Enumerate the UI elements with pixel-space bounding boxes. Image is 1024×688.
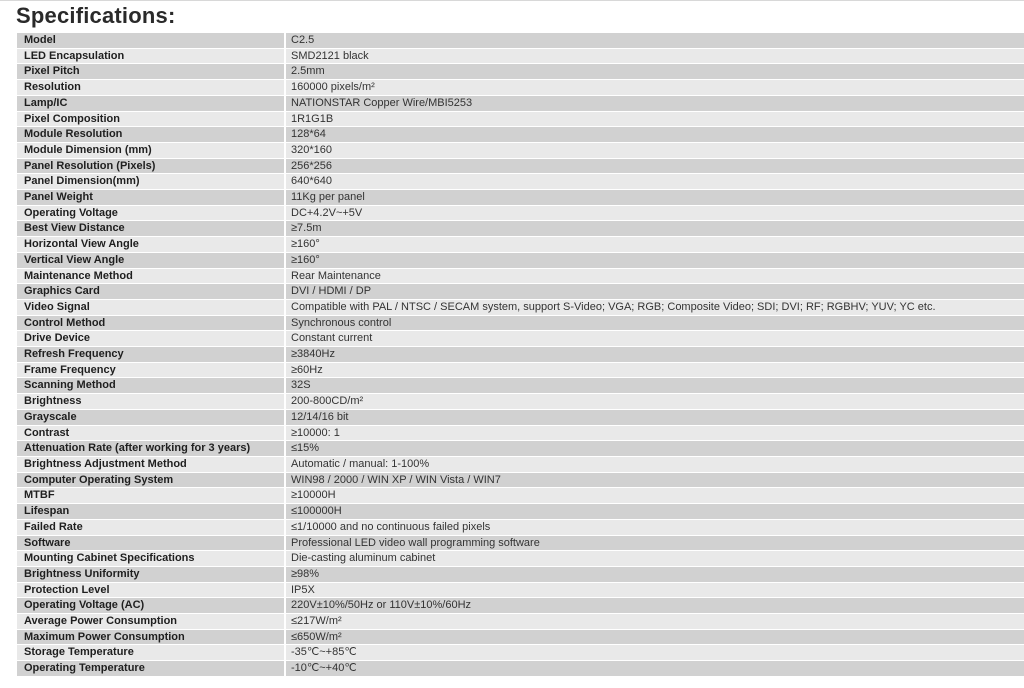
table-row [17,158,1024,174]
spec-value: 128*64 [285,127,1024,143]
spec-value: WIN98 / 2000 / WIN XP / WIN Vista / WIN7 [285,472,1024,488]
top-divider [0,0,1024,1]
spec-value: SMD2121 black [285,48,1024,64]
spec-label: Operating Temperature [17,661,285,677]
spec-label: Software [17,535,285,551]
spec-value: Professional LED video wall programming software [285,535,1024,551]
spec-label: Drive Device [17,331,285,347]
table-row [17,362,1024,378]
spec-value: ≥10000: 1 [285,425,1024,441]
spec-label: Model [17,33,285,48]
spec-label: Grayscale [17,409,285,425]
table-row [17,80,1024,96]
spec-value: 11Kg per panel [285,190,1024,206]
spec-label: Vertical View Angle [17,252,285,268]
spec-value: Constant current [285,331,1024,347]
spec-label: Panel Dimension(mm) [17,174,285,190]
spec-label: Panel Resolution (Pixels) [17,158,285,174]
table-row [17,221,1024,237]
table-row [17,142,1024,158]
spec-label: Operating Voltage [17,205,285,221]
spec-label: Horizontal View Angle [17,237,285,253]
table-row [17,111,1024,127]
table-row [17,661,1024,677]
spec-label: Failed Rate [17,519,285,535]
spec-label: Lifespan [17,504,285,520]
spec-value: ≤217W/m² [285,614,1024,630]
spec-value: 256*256 [285,158,1024,174]
table-row [17,127,1024,143]
specifications-table-body [17,33,1024,676]
spec-value: DVI / HDMI / DP [285,284,1024,300]
spec-value: 32S [285,378,1024,394]
table-row [17,598,1024,614]
spec-label: Lamp/IC [17,95,285,111]
spec-value: 12/14/16 bit [285,409,1024,425]
spec-value: ≥3840Hz [285,347,1024,363]
specifications-table [17,33,1024,677]
table-row [17,645,1024,661]
spec-label: Brightness Adjustment Method [17,456,285,472]
table-row [17,299,1024,315]
table-row [17,378,1024,394]
spec-value: ≥160° [285,237,1024,253]
spec-label: Mounting Cabinet Specifications [17,551,285,567]
spec-label: Control Method [17,315,285,331]
table-row [17,566,1024,582]
table-row [17,488,1024,504]
table-row [17,95,1024,111]
spec-label: Brightness Uniformity [17,566,285,582]
table-row [17,409,1024,425]
page-title: Specifications: [16,3,176,28]
spec-value: ≥160° [285,252,1024,268]
table-row [17,315,1024,331]
spec-label: Protection Level [17,582,285,598]
table-row [17,190,1024,206]
spec-value: 320*160 [285,142,1024,158]
table-row [17,284,1024,300]
spec-value: 200-800CD/m² [285,394,1024,410]
spec-label: Maximum Power Consumption [17,629,285,645]
spec-label: Module Resolution [17,127,285,143]
table-row [17,535,1024,551]
table-row [17,614,1024,630]
table-row [17,237,1024,253]
spec-value: ≥7.5m [285,221,1024,237]
spec-label: Pixel Composition [17,111,285,127]
table-row [17,551,1024,567]
table-row [17,331,1024,347]
spec-value: Rear Maintenance [285,268,1024,284]
spec-value: Compatible with PAL / NTSC / SECAM system, support S-Video; VGA; RGB; Composite Video; SDI; DVI; RF; RGBHV; YUV; YC etc. [285,299,1024,315]
spec-label: Video Signal [17,299,285,315]
spec-label: Maintenance Method [17,268,285,284]
table-row [17,472,1024,488]
table-row [17,33,1024,48]
spec-value: Die-casting aluminum cabinet [285,551,1024,567]
table-row [17,425,1024,441]
spec-value: ≤1/10000 and no continuous failed pixels [285,519,1024,535]
spec-label: Scanning Method [17,378,285,394]
spec-label: Brightness [17,394,285,410]
spec-label: MTBF [17,488,285,504]
spec-label: Best View Distance [17,221,285,237]
spec-value: 160000 pixels/m² [285,80,1024,96]
table-row [17,394,1024,410]
table-row [17,174,1024,190]
spec-value: Automatic / manual: 1-100% [285,456,1024,472]
spec-value: 640*640 [285,174,1024,190]
spec-label: Refresh Frequency [17,347,285,363]
spec-value: ≥60Hz [285,362,1024,378]
table-row [17,268,1024,284]
spec-label: Pixel Pitch [17,64,285,80]
table-row [17,205,1024,221]
table-row [17,504,1024,520]
spec-value: 2.5mm [285,64,1024,80]
spec-label: Contrast [17,425,285,441]
table-row [17,582,1024,598]
spec-value: DC+4.2V~+5V [285,205,1024,221]
spec-value: ≤100000H [285,504,1024,520]
spec-value: NATIONSTAR Copper Wire/MBI5253 [285,95,1024,111]
spec-label: Panel Weight [17,190,285,206]
spec-label: Operating Voltage (AC) [17,598,285,614]
table-row [17,252,1024,268]
spec-value: -10℃~+40℃ [285,661,1024,677]
table-row [17,48,1024,64]
spec-label: Graphics Card [17,284,285,300]
spec-label: Resolution [17,80,285,96]
spec-value: 220V±10%/50Hz or 110V±10%/60Hz [285,598,1024,614]
spec-value: C2.5 [285,33,1024,48]
spec-value: IP5X [285,582,1024,598]
spec-value: ≥10000H [285,488,1024,504]
table-row [17,629,1024,645]
spec-label: Attenuation Rate (after working for 3 years) [17,441,285,457]
table-row [17,456,1024,472]
table-row [17,519,1024,535]
spec-value: ≤650W/m² [285,629,1024,645]
table-row [17,441,1024,457]
spec-label: LED Encapsulation [17,48,285,64]
spec-value: 1R1G1B [285,111,1024,127]
spec-value: ≤15% [285,441,1024,457]
spec-label: Frame Frequency [17,362,285,378]
table-row [17,347,1024,363]
spec-label: Average Power Consumption [17,614,285,630]
table-row [17,64,1024,80]
spec-value: -35℃~+85℃ [285,645,1024,661]
spec-label: Computer Operating System [17,472,285,488]
spec-value: ≥98% [285,566,1024,582]
spec-label: Module Dimension (mm) [17,142,285,158]
spec-value: Synchronous control [285,315,1024,331]
spec-label: Storage Temperature [17,645,285,661]
